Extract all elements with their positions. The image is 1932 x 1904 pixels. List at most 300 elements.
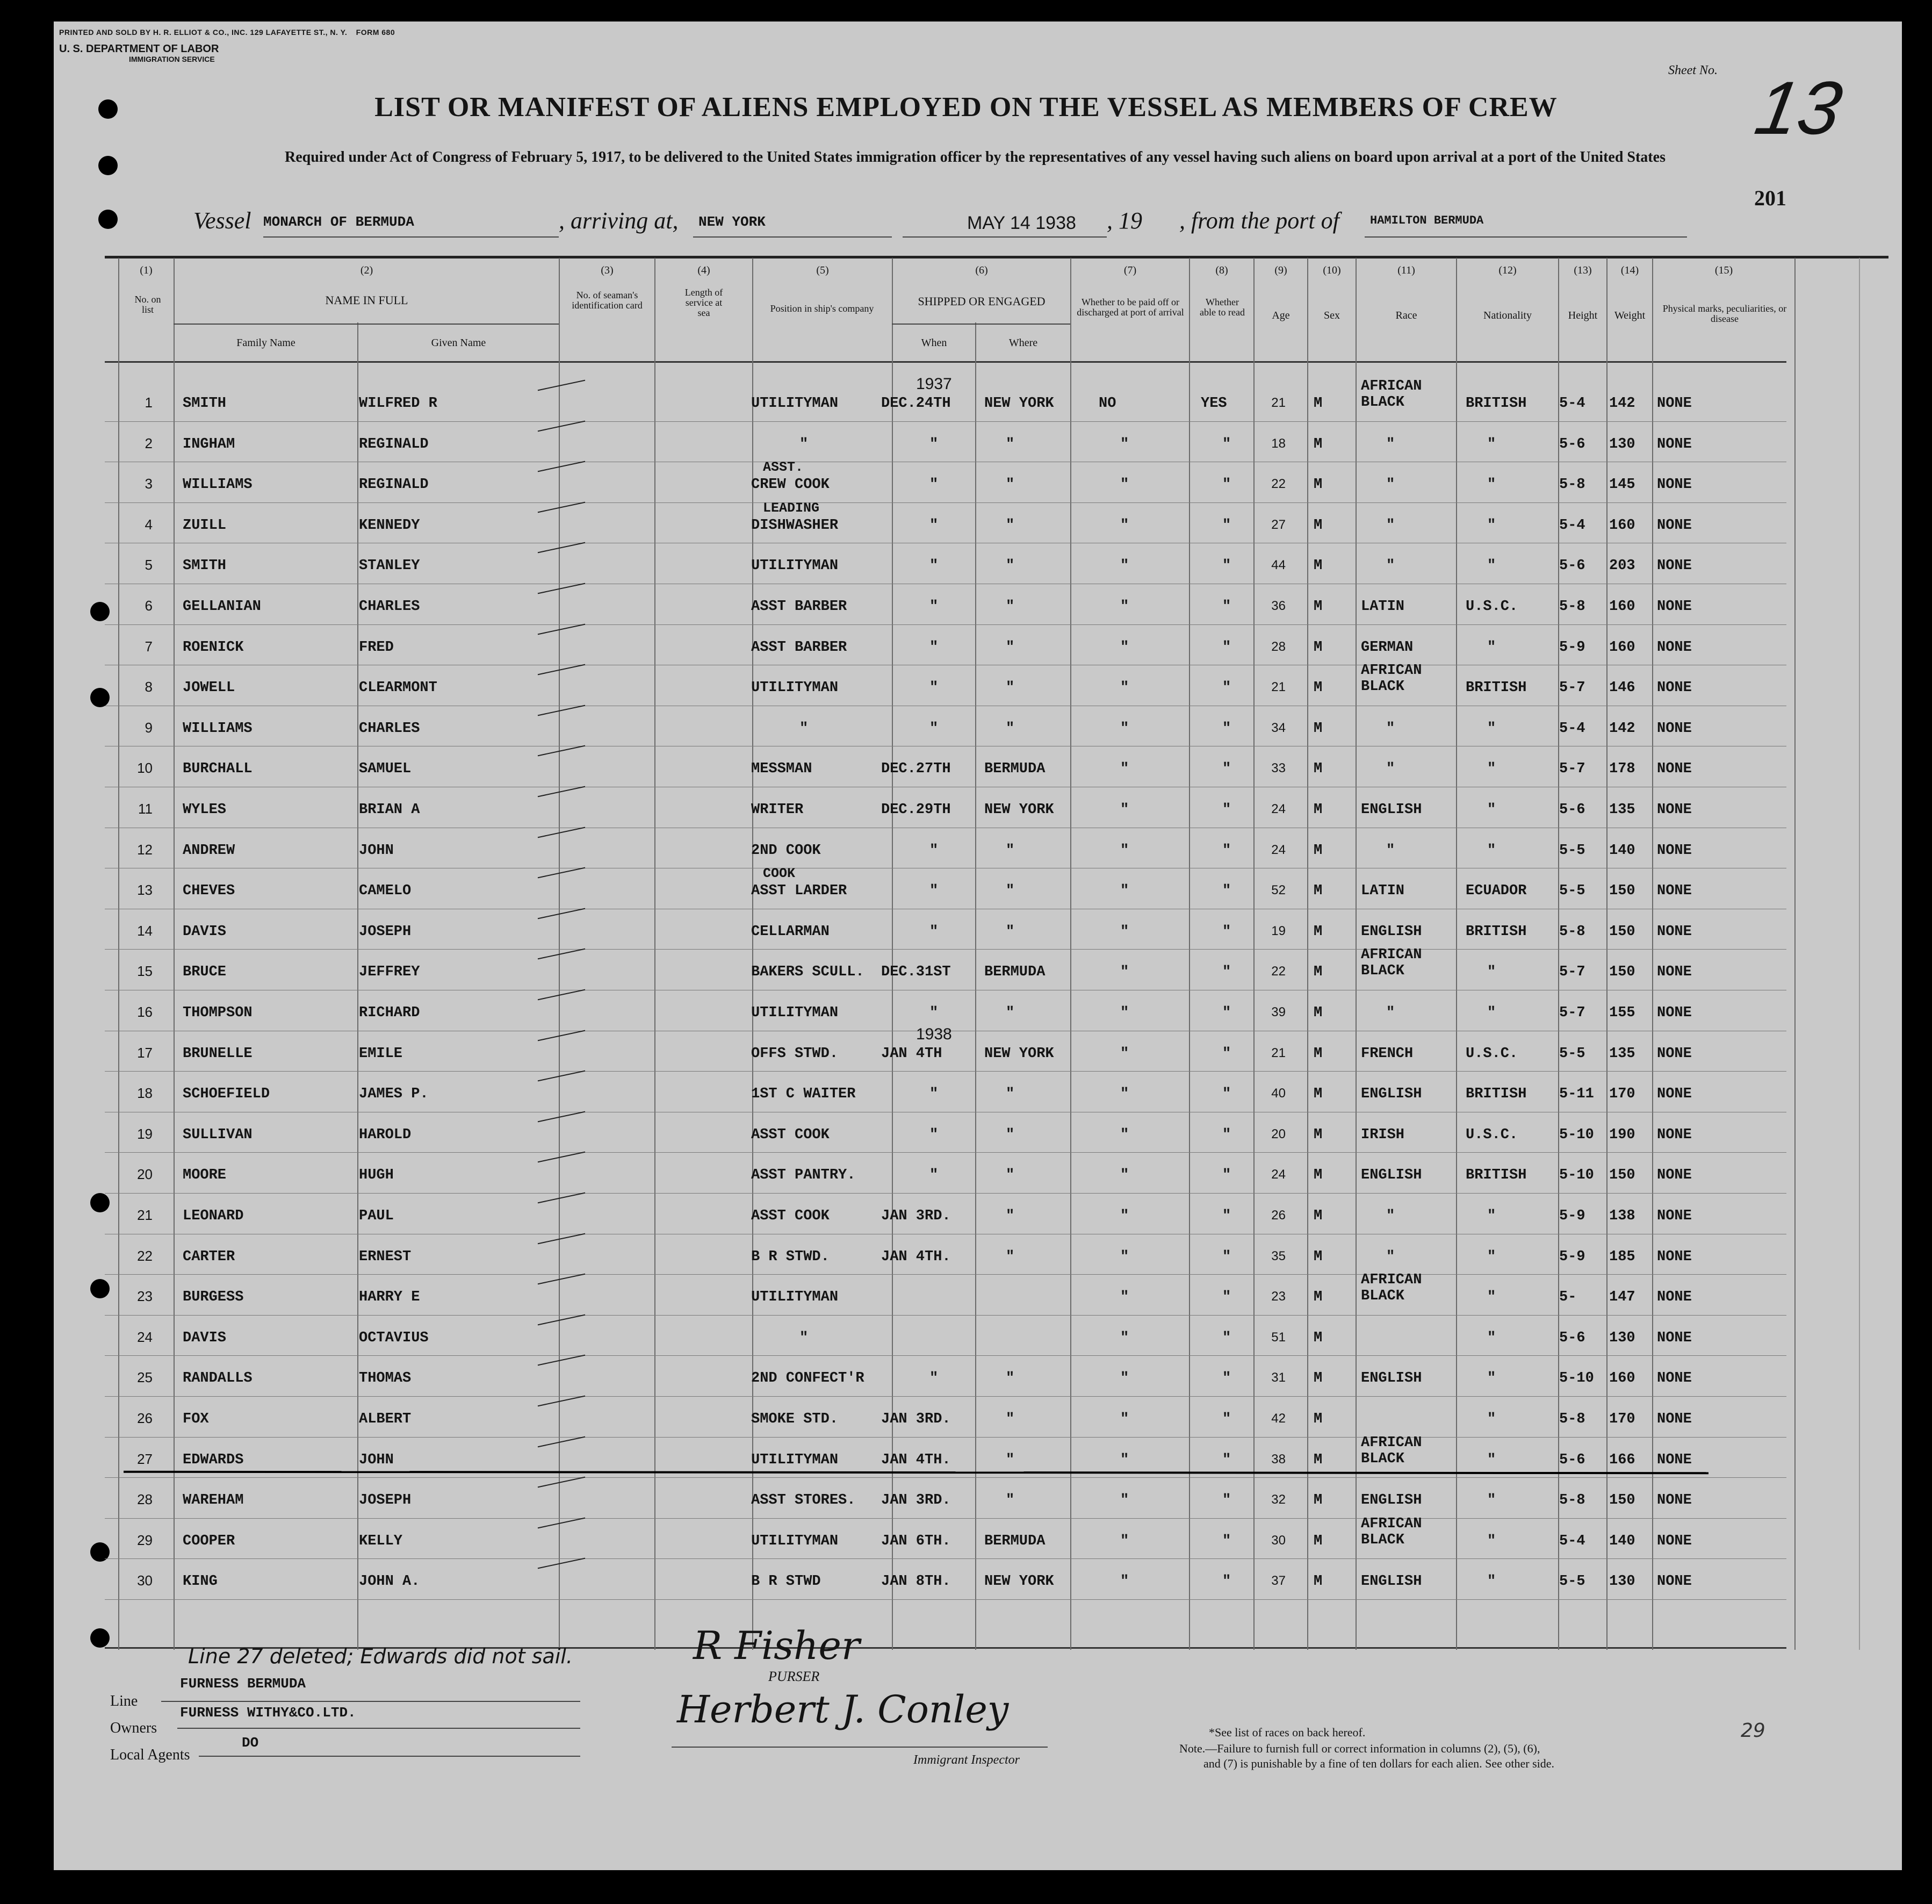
cell-given: OCTAVIUS xyxy=(359,1330,429,1346)
cell-sex: M xyxy=(1314,1452,1323,1468)
cell-weight: 160 xyxy=(1609,1370,1635,1387)
cell-family: SULLIVAN xyxy=(183,1126,253,1143)
cell-read: " xyxy=(1222,1086,1231,1103)
cell-marks: NONE xyxy=(1657,1248,1692,1265)
cell-when: " xyxy=(929,923,939,940)
cell-read: " xyxy=(1222,923,1231,940)
page-number: 201 xyxy=(1754,186,1786,210)
cell-given: CHARLES xyxy=(359,599,420,615)
cell-given: STANLEY xyxy=(359,558,420,574)
table-row xyxy=(0,794,1932,835)
cell-sex: M xyxy=(1314,923,1323,940)
col-header-position: Position in ship's company xyxy=(770,303,874,314)
cell-race: " xyxy=(1386,720,1395,737)
cell-where: " xyxy=(1006,1208,1015,1224)
cell-nat: " xyxy=(1487,1411,1496,1427)
row-rule xyxy=(105,1477,1786,1478)
cell-family: RANDALLS xyxy=(183,1370,253,1387)
cell-family: INGHAM xyxy=(183,436,235,452)
cell-where: " xyxy=(1006,1126,1015,1143)
line-value: FURNESS BERMUDA xyxy=(180,1676,306,1692)
cell-when: DEC.27TH xyxy=(881,761,951,778)
row-number: 13 xyxy=(137,882,153,899)
cell-position: 2ND COOK xyxy=(751,842,821,859)
cell-sex: M xyxy=(1314,1208,1323,1224)
cell-weight: 147 xyxy=(1609,1289,1635,1306)
cell-marks: NONE xyxy=(1657,477,1692,493)
cell-race: AFRICAN BLACK xyxy=(1361,1272,1422,1305)
cell-height: 5-4 xyxy=(1559,396,1585,412)
row-number: 8 xyxy=(145,679,153,695)
cell-where: BERMUDA xyxy=(984,761,1046,778)
table-row xyxy=(0,632,1932,673)
row-number: 3 xyxy=(145,476,153,492)
col-header-no: No. on list xyxy=(134,294,161,315)
cell-nat: " xyxy=(1487,761,1496,778)
cell-age: 22 xyxy=(1271,477,1286,492)
table-row xyxy=(0,1434,1932,1485)
deletion-note: Line 27 deleted; Edwards did not sail. xyxy=(188,1644,573,1668)
cell-marks: NONE xyxy=(1657,1330,1692,1346)
cell-age: 21 xyxy=(1271,396,1286,410)
underline xyxy=(903,236,1107,238)
cell-when: JAN 4TH. xyxy=(881,1248,951,1265)
cell-read: " xyxy=(1222,883,1231,900)
cell-race: AFRICAN BLACK xyxy=(1361,1434,1422,1467)
arrival-port: NEW YORK xyxy=(698,214,766,230)
cell-paid: " xyxy=(1120,517,1129,534)
cell-given: JEFFREY xyxy=(359,964,420,981)
cell-weight: 160 xyxy=(1609,639,1635,656)
cell-where: " xyxy=(1006,1167,1015,1184)
cell-sex: M xyxy=(1314,842,1323,859)
cell-family: DAVIS xyxy=(183,1330,227,1346)
cell-paid: " xyxy=(1120,1289,1129,1306)
cell-when: " xyxy=(929,1086,939,1103)
cell-paid: " xyxy=(1120,1452,1129,1468)
cell-sex: M xyxy=(1314,1370,1323,1387)
cell-given: JOSEPH xyxy=(359,1492,412,1509)
cell-race: AFRICAN BLACK xyxy=(1361,1515,1422,1548)
cell-read: " xyxy=(1222,1167,1231,1184)
agents-value: DO xyxy=(242,1735,259,1751)
cell-age: 38 xyxy=(1271,1452,1286,1467)
cell-race: " xyxy=(1386,1208,1395,1224)
cell-age: 33 xyxy=(1271,761,1286,776)
row-number: 22 xyxy=(137,1247,153,1264)
cell-race: " xyxy=(1386,1248,1395,1265)
cell-paid: " xyxy=(1120,1533,1129,1549)
cell-paid: " xyxy=(1120,883,1129,900)
cell-age: 18 xyxy=(1271,436,1286,451)
cell-read: " xyxy=(1222,558,1231,574)
cell-nat: " xyxy=(1487,436,1496,452)
table-row xyxy=(0,997,1932,1038)
cell-marks: NONE xyxy=(1657,1492,1692,1509)
underline xyxy=(161,1701,580,1702)
cell-when: " xyxy=(929,436,939,452)
cell-given: HAROLD xyxy=(359,1126,412,1143)
row-number: 9 xyxy=(145,719,153,736)
row-rule xyxy=(105,624,1786,625)
cell-marks: NONE xyxy=(1657,883,1692,900)
cell-read: " xyxy=(1222,1248,1231,1265)
cell-read: " xyxy=(1222,1126,1231,1143)
cell-given: JAMES P. xyxy=(359,1086,429,1103)
table-row xyxy=(0,713,1932,754)
cell-nat: " xyxy=(1487,842,1496,859)
cell-when: JAN 3RD. xyxy=(881,1492,951,1509)
col-header-length: Length of service at sea xyxy=(684,287,723,318)
cell-nat: " xyxy=(1487,477,1496,493)
cell-given: ALBERT xyxy=(359,1411,412,1427)
cell-weight: 160 xyxy=(1609,517,1635,534)
arriving-label: , arriving at, xyxy=(559,207,679,234)
table-row xyxy=(0,1404,1932,1445)
cell-nat: ECUADOR xyxy=(1466,883,1527,900)
cell-family: MOORE xyxy=(183,1167,227,1184)
cell-position: ASST COOK xyxy=(751,1126,830,1143)
cell-position: UTILITYMAN xyxy=(751,396,839,412)
purser-label: PURSER xyxy=(768,1669,820,1684)
signature-line xyxy=(672,1747,1048,1748)
cell-marks: NONE xyxy=(1657,761,1692,778)
cell-position: DISHWASHER xyxy=(751,517,839,534)
cell-sex: M xyxy=(1314,680,1323,696)
col-header-nationality: Nationality xyxy=(1483,310,1532,321)
cell-age: 37 xyxy=(1271,1574,1286,1589)
row-number: 15 xyxy=(137,963,153,980)
cell-age: 26 xyxy=(1271,1208,1286,1223)
cell-read: " xyxy=(1222,1005,1231,1021)
cell-position-prefix: COOK xyxy=(763,866,796,882)
row-number: 5 xyxy=(145,557,153,573)
cell-race: " xyxy=(1386,842,1395,859)
sheet-label: Sheet No. xyxy=(1668,63,1718,77)
col-header-age: Age xyxy=(1272,310,1290,321)
cell-paid: " xyxy=(1120,639,1129,656)
punch-hole xyxy=(98,210,118,229)
cell-read: " xyxy=(1222,639,1231,656)
cell-read: " xyxy=(1222,1370,1231,1387)
owners-value: FURNESS WITHY&CO.LTD. xyxy=(180,1705,356,1721)
cell-age: 51 xyxy=(1271,1330,1286,1345)
cell-weight: 150 xyxy=(1609,1492,1635,1509)
cell-paid: " xyxy=(1120,1492,1129,1509)
cell-when: " xyxy=(929,883,939,900)
cell-height: 5-5 xyxy=(1559,1574,1585,1590)
cell-nat: " xyxy=(1487,1533,1496,1549)
cell-race: " xyxy=(1386,761,1395,778)
cell-weight: 170 xyxy=(1609,1411,1635,1427)
cell-nat: " xyxy=(1487,1208,1496,1224)
cell-sex: M xyxy=(1314,1574,1323,1590)
cell-height: 5-8 xyxy=(1559,1411,1585,1427)
punch-hole xyxy=(98,156,118,175)
cell-paid: " xyxy=(1120,1208,1129,1224)
cell-position: ASST STORES. xyxy=(751,1492,856,1509)
cell-paid: " xyxy=(1120,558,1129,574)
cell-marks: NONE xyxy=(1657,1289,1692,1306)
cell-height: 5-4 xyxy=(1559,720,1585,737)
cell-given: HARRY E xyxy=(359,1289,420,1306)
cell-paid: " xyxy=(1120,1370,1129,1387)
cell-read: " xyxy=(1222,477,1231,493)
cell-weight: 140 xyxy=(1609,1533,1635,1549)
col-header-family: Family Name xyxy=(236,337,295,349)
col-header-read: Whether able to read xyxy=(1200,297,1245,318)
col-num: (7) xyxy=(1123,264,1137,276)
cell-given: CLEARMONT xyxy=(359,680,437,696)
cell-height: 5-4 xyxy=(1559,1533,1585,1549)
cell-position: ASST BARBER xyxy=(751,639,847,656)
cell-when: " xyxy=(929,639,939,656)
table-row xyxy=(0,591,1932,632)
cell-given: KENNEDY xyxy=(359,517,420,534)
cell-age: 35 xyxy=(1271,1248,1286,1263)
cell-paid: " xyxy=(1120,1248,1129,1265)
cell-age: 28 xyxy=(1271,639,1286,654)
cell-given: KELLY xyxy=(359,1533,403,1549)
cell-where: " xyxy=(1006,1248,1015,1265)
cell-sex: M xyxy=(1314,1492,1323,1509)
cell-when: " xyxy=(929,477,939,493)
cell-race: ENGLISH xyxy=(1361,1370,1422,1387)
cell-nat: BRITISH xyxy=(1466,1167,1527,1184)
col-header-marks: Physical marks, peculiarities, or disease xyxy=(1662,303,1787,324)
row-number: 2 xyxy=(145,435,153,451)
cell-when: " xyxy=(929,517,939,534)
cell-where: NEW YORK xyxy=(984,1574,1054,1590)
row-number: 1 xyxy=(145,394,153,411)
inspector-label: Immigrant Inspector xyxy=(913,1753,1020,1767)
cell-sex: M xyxy=(1314,720,1323,737)
cell-weight: 150 xyxy=(1609,964,1635,981)
cell-read: " xyxy=(1222,1045,1231,1062)
table-row xyxy=(0,1241,1932,1282)
cell-family: FOX xyxy=(183,1411,209,1427)
cell-weight: 150 xyxy=(1609,923,1635,940)
cell-height: 5-6 xyxy=(1559,802,1585,818)
cell-height: 5- xyxy=(1559,1289,1577,1306)
table-row xyxy=(0,1566,1932,1607)
col-header-where: Where xyxy=(1008,337,1038,349)
cell-marks: NONE xyxy=(1657,1208,1692,1224)
departure-port: HAMILTON BERMUDA xyxy=(1370,214,1484,227)
col-header-height: Height xyxy=(1568,310,1598,321)
cell-age: 27 xyxy=(1271,517,1286,532)
cell-marks: NONE xyxy=(1657,720,1692,737)
row-number: 17 xyxy=(137,1044,153,1061)
cell-family: JOWELL xyxy=(183,680,235,696)
row-number: 27 xyxy=(137,1450,153,1467)
col-num: (10) xyxy=(1323,264,1341,276)
cell-read: " xyxy=(1222,964,1231,981)
cell-position: ASST COOK xyxy=(751,1208,830,1224)
row-number: 4 xyxy=(145,516,153,533)
cell-read: " xyxy=(1222,1492,1231,1509)
cell-marks: NONE xyxy=(1657,639,1692,656)
underline xyxy=(693,236,892,238)
cell-sex: M xyxy=(1314,1005,1323,1021)
cell-nat: " xyxy=(1487,1574,1496,1590)
cell-given: CAMELO xyxy=(359,883,412,900)
cell-sex: M xyxy=(1314,1248,1323,1265)
underline xyxy=(177,1728,580,1729)
cell-age: 40 xyxy=(1271,1086,1286,1101)
cell-position: ASST LARDER xyxy=(751,883,847,900)
row-number: 25 xyxy=(137,1369,153,1386)
cell-race: LATIN xyxy=(1361,599,1405,615)
row-rule xyxy=(105,1599,1786,1600)
col-num: (15) xyxy=(1714,264,1733,276)
cell-nat: U.S.C. xyxy=(1466,1126,1518,1143)
cell-position: SMOKE STD. xyxy=(751,1411,839,1427)
cell-weight: 190 xyxy=(1609,1126,1635,1143)
cell-nat: " xyxy=(1487,1370,1496,1387)
cell-when: " xyxy=(929,1167,939,1184)
cell-read: " xyxy=(1222,1574,1231,1590)
cell-height: 5-9 xyxy=(1559,1208,1585,1224)
cell-family: BURGESS xyxy=(183,1289,244,1306)
cell-marks: NONE xyxy=(1657,1086,1692,1103)
cell-paid: " xyxy=(1120,1045,1129,1062)
sheet-number: 13 xyxy=(1749,66,1848,150)
cell-race: IRISH xyxy=(1361,1126,1405,1143)
cell-position: " xyxy=(799,1330,809,1346)
cell-marks: NONE xyxy=(1657,923,1692,940)
cell-where: NEW YORK xyxy=(984,802,1054,818)
col-num: (5) xyxy=(816,264,829,276)
cell-race: " xyxy=(1386,517,1395,534)
cell-when: " xyxy=(929,1005,939,1021)
cell-race: ENGLISH xyxy=(1361,802,1422,818)
col-num: (14) xyxy=(1620,264,1639,276)
table-row xyxy=(0,1323,1932,1363)
cell-sex: M xyxy=(1314,436,1323,452)
cell-family: COOPER xyxy=(183,1533,235,1549)
table-row xyxy=(0,500,1932,551)
cell-nat: BRITISH xyxy=(1466,396,1527,412)
cell-marks: NONE xyxy=(1657,1411,1692,1427)
name-header-divider xyxy=(174,324,559,325)
cell-marks: NONE xyxy=(1657,599,1692,615)
cell-nat: " xyxy=(1487,1330,1496,1346)
table-row xyxy=(0,429,1932,470)
cell-nat: U.S.C. xyxy=(1466,1045,1518,1062)
corner-mark: 29 xyxy=(1741,1720,1765,1742)
table-row xyxy=(0,753,1932,794)
row-number: 26 xyxy=(137,1410,153,1426)
cell-read: " xyxy=(1222,720,1231,737)
cell-where: " xyxy=(1006,558,1015,574)
table-row xyxy=(0,1025,1932,1079)
cell-nat: " xyxy=(1487,1492,1496,1509)
cell-nat: " xyxy=(1487,639,1496,656)
cell-marks: NONE xyxy=(1657,1533,1692,1549)
cell-height: 5-8 xyxy=(1559,923,1585,940)
cell-sex: M xyxy=(1314,1411,1323,1427)
cell-height: 5-4 xyxy=(1559,517,1585,534)
cell-marks: NONE xyxy=(1657,1126,1692,1143)
cell-read: " xyxy=(1222,1533,1231,1549)
cell-family: ROENICK xyxy=(183,639,244,656)
cell-family: DAVIS xyxy=(183,923,227,940)
cell-nat: BRITISH xyxy=(1466,1086,1527,1103)
cell-weight: 130 xyxy=(1609,1330,1635,1346)
cell-age: 23 xyxy=(1271,1289,1286,1304)
cell-age: 32 xyxy=(1271,1492,1286,1507)
col-num: (11) xyxy=(1397,264,1415,276)
cell-height: 5-10 xyxy=(1559,1167,1594,1184)
vessel-name: MONARCH OF BERMUDA xyxy=(263,214,414,230)
cell-age: 24 xyxy=(1271,802,1286,816)
row-rule xyxy=(105,1193,1786,1194)
cell-sex: M xyxy=(1314,396,1323,412)
cell-when: " xyxy=(929,720,939,737)
row-number: 19 xyxy=(137,1125,153,1142)
cell-position: UTILITYMAN xyxy=(751,558,839,574)
cell-where: " xyxy=(1006,842,1015,859)
col-num: (4) xyxy=(697,264,710,276)
cell-sex: M xyxy=(1314,1533,1323,1549)
cell-read: " xyxy=(1222,1330,1231,1346)
cell-nat: BRITISH xyxy=(1466,923,1527,940)
cell-height: 5-7 xyxy=(1559,1005,1585,1021)
cell-weight: 138 xyxy=(1609,1208,1635,1224)
footnote-penalty: Note.—Failure to furnish full or correct information in columns (2), (5), (6), xyxy=(1179,1742,1540,1755)
cell-weight: 160 xyxy=(1609,599,1635,615)
cell-height: 5-10 xyxy=(1559,1126,1594,1143)
col-header-paid-off: Whether to be paid off or discharged at port of arrival xyxy=(1077,297,1184,318)
cell-read: " xyxy=(1222,1411,1231,1427)
col-num: (2) xyxy=(360,264,373,276)
col-num: (9) xyxy=(1274,264,1287,276)
cell-when: DEC.29TH xyxy=(881,802,951,818)
cell-position: OFFS STWD. xyxy=(751,1045,839,1062)
from-label: , from the port of xyxy=(1179,207,1339,234)
row-rule xyxy=(105,1152,1786,1153)
cell-where: " xyxy=(1006,517,1015,534)
cell-family: BRUNELLE xyxy=(183,1045,253,1062)
cell-race: ENGLISH xyxy=(1361,923,1422,940)
cell-height: 5-6 xyxy=(1559,436,1585,452)
table-row xyxy=(0,550,1932,591)
cell-read: " xyxy=(1222,680,1231,696)
cell-sex: M xyxy=(1314,639,1323,656)
cell-sex: M xyxy=(1314,1167,1323,1184)
cell-weight: 135 xyxy=(1609,802,1635,818)
cell-age: 52 xyxy=(1271,883,1286,898)
cell-paid: " xyxy=(1120,477,1129,493)
cell-nat: " xyxy=(1487,1452,1496,1468)
cell-race: AFRICAN BLACK xyxy=(1361,378,1422,411)
cell-marks: NONE xyxy=(1657,1574,1692,1590)
table-row xyxy=(0,1119,1932,1160)
cell-marks: NONE xyxy=(1657,1005,1692,1021)
row-rule xyxy=(105,1437,1786,1438)
cell-when: JAN 3RD. xyxy=(881,1208,951,1224)
cell-paid: " xyxy=(1120,599,1129,615)
cell-family: KING xyxy=(183,1574,218,1590)
cell-position: B R STWD xyxy=(751,1574,821,1590)
cell-weight: 146 xyxy=(1609,680,1635,696)
cell-where: " xyxy=(1006,1411,1015,1427)
cell-where: " xyxy=(1006,1086,1015,1103)
cell-sex: M xyxy=(1314,1126,1323,1143)
cell-when: DEC.31ST xyxy=(881,964,951,981)
cell-paid: " xyxy=(1120,1086,1129,1103)
